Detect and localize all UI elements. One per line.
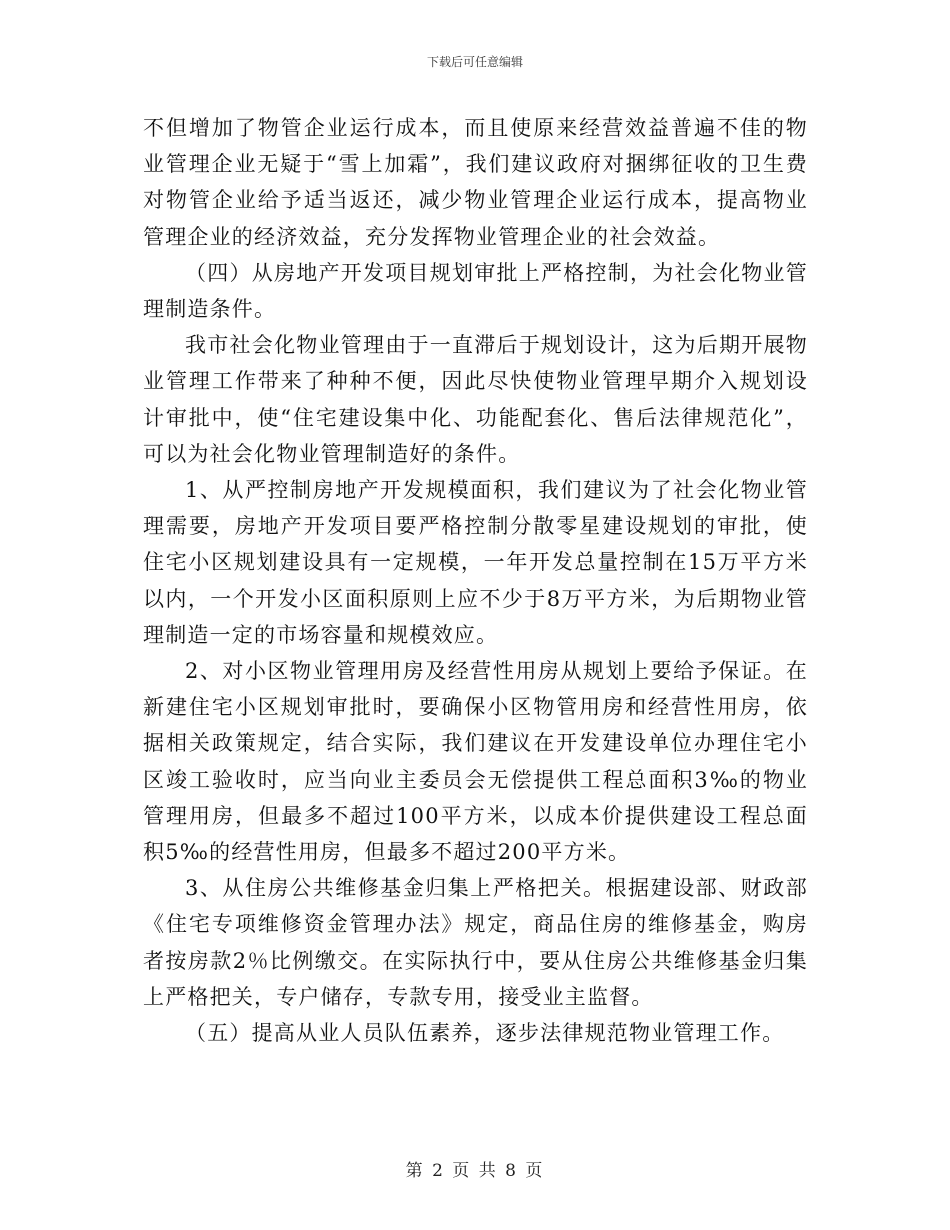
list-item-2: 2、对小区物业管理用房及经营性用房从规划上要给予保证。在新建住宅小区规划审批时，要确保小区物管用房和经营性用房，依据相关政策规定，结合实际，我们建议在开发建设单位办理住宅小区竣工验收时，应当向业主委员会无偿提供工程总面积3‰的物业管理用房，但最多不超过100平方米，以成本价提供建设工程总面积5‰的经营性用房，但最多不超过200平方米。 bbox=[143, 659, 808, 865]
paragraph-continued: 不但增加了物管企业运行成本，而且使原来经营效益普遍不佳的物业管理企业无疑于“雪上加霜”，我们建议政府对捆绑征收的卫生费对物管企业给予适当返还，减少物业管理企业运行成本，提高物业管理企业的经济效益，充分发挥物业管理企业的社会效益。 bbox=[143, 116, 808, 249]
list-item-1: 1、从严控制房地产开发规模面积，我们建议为了社会化物业管理需要，房地产开发项目要严格控制分散零星建设规划的审批，使住宅小区规划建设具有一定规模，一年开发总量控制在15万平方米以内，一个开发小区面积原则上应不少于8万平方米，为后期物业管理制造一定的市场容量和规模效应。 bbox=[143, 478, 808, 647]
section-heading-4: （四）从房地产开发项目规划审批上严格控制，为社会化物业管理制造条件。 bbox=[143, 260, 808, 322]
page-header: 下载后可任意编辑 bbox=[426, 55, 523, 69]
paragraph: 我市社会化物业管理由于一直滞后于规划设计，这为后期开展物业管理工作带来了种种不便，因此尽快使物业管理早期介入规划设计审批中，使“住宅建设集中化、功能配套化、售后法律规范化”，可以为社会化物业管理制造好的条件。 bbox=[143, 333, 808, 466]
page-number: 第 2 页 共 8 页 bbox=[405, 1161, 545, 1181]
section-heading-5: （五）提高从业人员队伍素养，逐步法律规范物业管理工作。 bbox=[185, 1021, 785, 1046]
document-body bbox=[143, 110, 808, 1051]
list-item-3: 3、从住房公共维修基金归集上严格把关。根据建设部、财政部《住宅专项维修资金管理办法》规定，商品住房的维修基金，购房者按房款2％比例缴交。在实际执行中，要从住房公共维修基金归集上严格把关，专户储存，专款专用，接受业主监督。 bbox=[143, 876, 808, 1009]
